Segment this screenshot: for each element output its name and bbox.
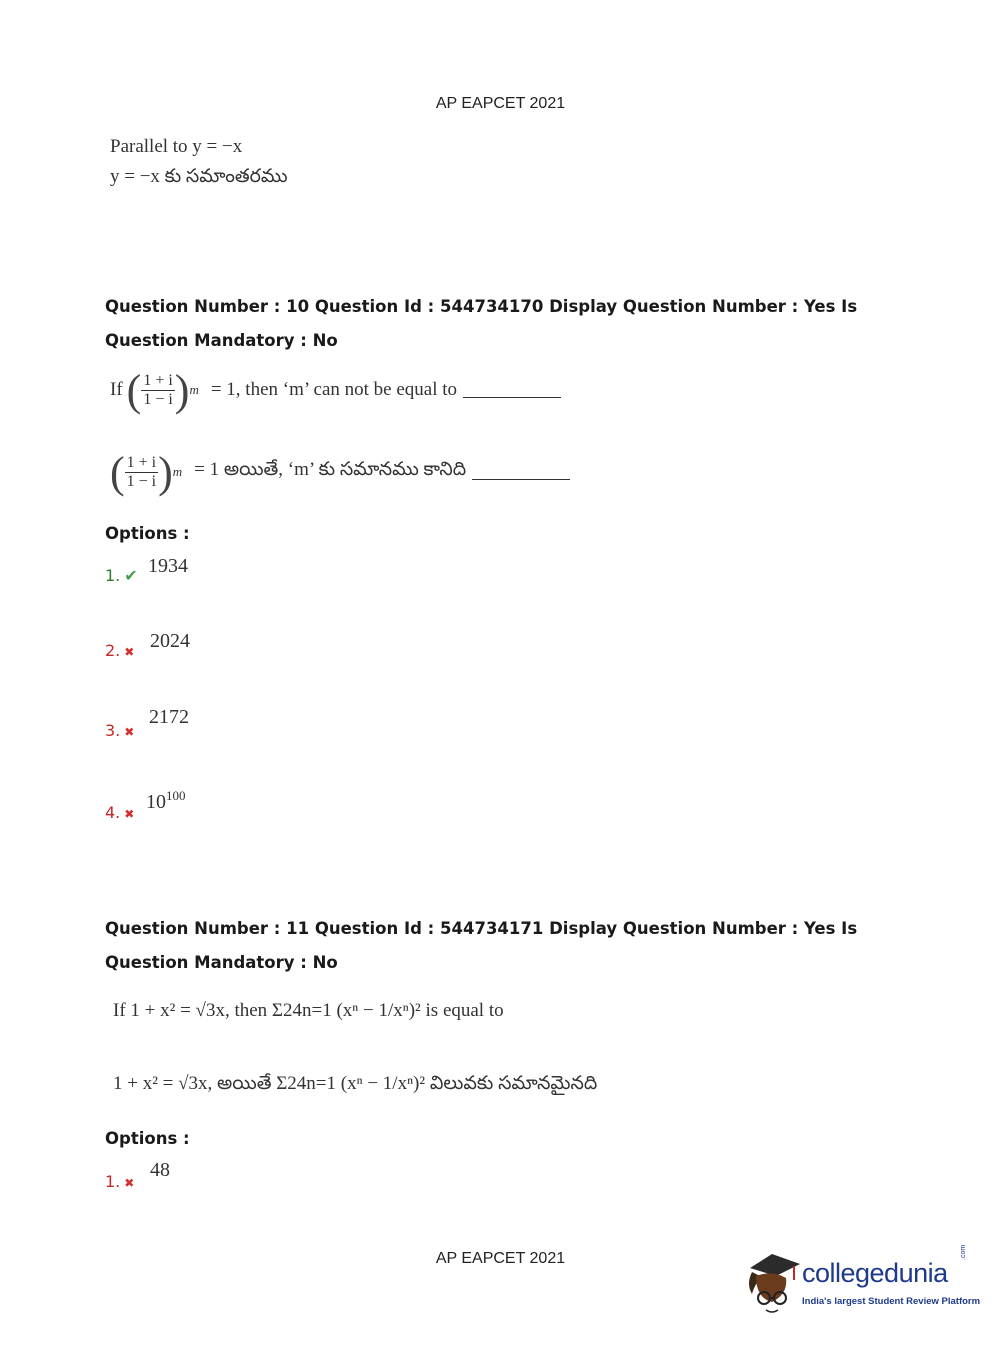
q10-option-1-number: 1. ✔ [105, 566, 138, 585]
cross-icon: ✖ [124, 645, 135, 659]
page-footer: AP EAPCET 2021 [435, 1250, 566, 1267]
q10-exponent-te: m [172, 464, 183, 479]
q10-option-3-number: 3. ✖ [105, 721, 135, 740]
q11-te-text: విలువకు సమానమైనది [429, 1073, 598, 1094]
q10-fraction: $\frac{1 + i}{1 - i}$ [143, 371, 173, 408]
q11-condition-te: 1 + x² = √3x, అయితే [113, 1073, 272, 1094]
q11-en-text: is equal to [425, 1000, 504, 1021]
collegedunia-logo [742, 1244, 982, 1320]
check-icon: ✔ [124, 566, 138, 585]
q10-options-label: Options : [105, 524, 190, 543]
q10-option-3-value: 2172 [149, 706, 189, 728]
cross-icon: ✖ [124, 725, 135, 739]
q10-option-4-value: $10^{100}$ [146, 788, 186, 813]
q11-sum: Σ24n=1 (xⁿ − 1/xⁿ)² [271, 1000, 421, 1021]
q10-en-text: = 1, then ‘m’ can not be equal to [210, 379, 458, 400]
q10-blank [463, 383, 561, 398]
mascot-icon [742, 1250, 802, 1318]
q10-exponent: m [189, 382, 199, 397]
logo-dotcom: .com [960, 1244, 967, 1260]
q10-option-4-number: 4. ✖ [105, 803, 135, 822]
q11-option-1-number: 1. ✖ [105, 1172, 135, 1191]
q11-option-1-value: 48 [150, 1159, 170, 1181]
logo-tagline: India's largest Student Review Platform [802, 1296, 981, 1307]
q10-if: If [110, 379, 123, 400]
q10-english: If ( $\frac{1 + i}{1 - i}$ ) m = 1, then ‘m’ can not be equal to [110, 360, 561, 420]
q10-option-2-value: 2024 [150, 630, 190, 652]
logo-name: collegedunia [802, 1258, 948, 1288]
q11-condition: If 1 + x² = √3x, then [113, 1000, 268, 1021]
q11-header: Question Number : 11 Question Id : 544734171 Display Question Number : Yes Is Question Mandatory : No [105, 919, 858, 972]
q10-fraction-te: $\frac{1 + i}{1 - i}$ [126, 453, 157, 490]
q10-blank-te [472, 465, 570, 480]
q11-telugu [113, 1073, 597, 1099]
prev-answer-en: Parallel to y = −x [110, 136, 243, 157]
q11-options-label: Options : [105, 1129, 190, 1148]
q10-header: Question Number : 10 Question Id : 544734170 Display Question Number : Yes Is Question Mandatory : No [105, 297, 858, 350]
q10-telugu: ( $\frac{1 + i}{1 - i}$ ) m = 1 అయితే, ‘m’ కు సమానము కానిది [110, 442, 570, 502]
q10-option-2-number: 2. ✖ [105, 641, 135, 660]
cross-icon: ✖ [124, 1176, 135, 1190]
page-header: AP EAPCET 2021 [435, 95, 566, 112]
cross-icon: ✖ [124, 807, 135, 821]
prev-answer-te: y = −x కు సమాంతరము [110, 166, 288, 187]
q11-sum-te: Σ24n=1 (xⁿ − 1/xⁿ)² [276, 1073, 426, 1094]
q11-english [113, 1000, 504, 1022]
q10-option-1-value: 1934 [148, 555, 188, 577]
q10-te-text: = 1 అయితే, ‘m’ కు సమానము కానిది [194, 459, 467, 480]
